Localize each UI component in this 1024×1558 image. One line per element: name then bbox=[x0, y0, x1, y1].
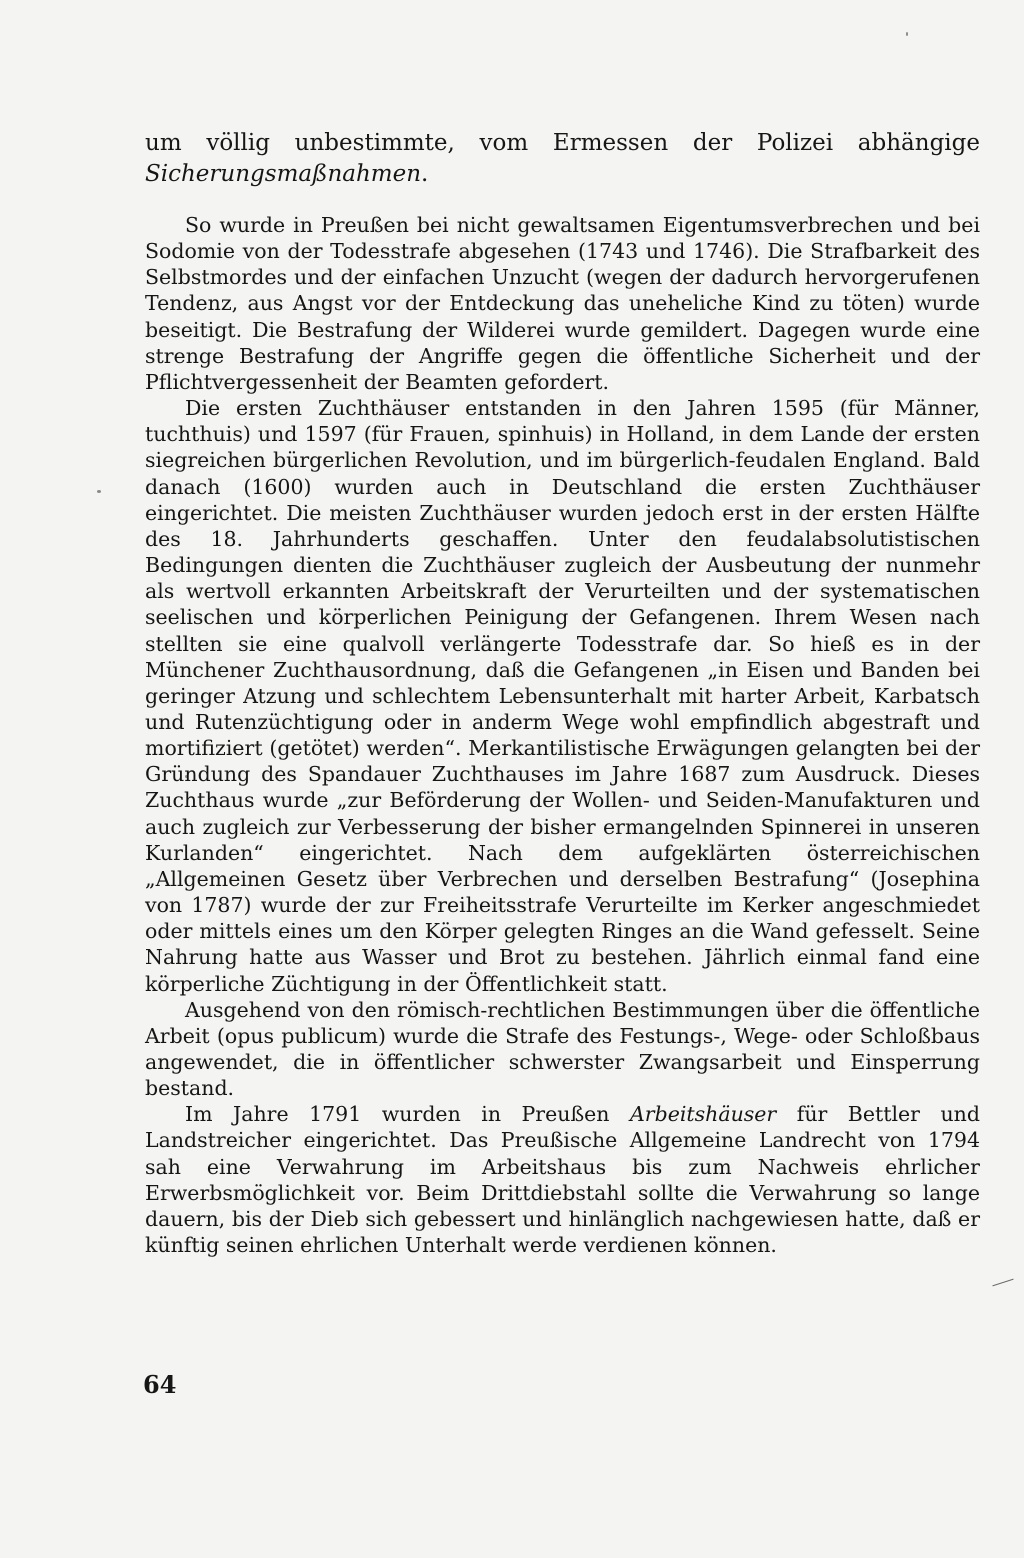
page-number: 64 bbox=[143, 1370, 177, 1399]
p1-text: So wurde in Preußen bei nicht gewaltsamen Eigentumsverbrechen und bei Sodomie von der Todesstrafe abgesehen (1743 und 1746). Die Strafbarkeit des Selbstmordes und der einfachen Unzucht (wegen der dadurch hervorgerufenen Tendenz, aus Angst vor der Entdeckung das uneheliche Kind zu töten) wurde beseitigt. Die Bestrafung der Wilderei wurde gemildert. Dagegen wurde eine strenge Bestrafung der Angriffe gegen die öffentliche Sicherheit und der Pflichtvergessenheit der Beamten gefordert. bbox=[145, 213, 980, 394]
p0-text-2: . bbox=[421, 161, 429, 187]
body-text bbox=[145, 128, 980, 1258]
p3-text: Ausgehend von den römisch-rechtlichen Bestimmungen über die öffentliche Arbeit (opus publicum) wurde die Strafe des Festungs-, Wege- oder Schloßbaus angewendet, die in öffentlicher schwerster Zwangsarbeit und Einsperrung bestand. bbox=[145, 997, 980, 1101]
scan-speck bbox=[906, 32, 908, 36]
p2-text: Die ersten Zuchthäuser entstanden in den Jahren 1595 (für Männer, tuchthuis) und 1597 (für Frauen, spinhuis) in Holland, in dem Lande der ersten siegreichen bürgerlichen Revolution, und im bürgerlich-feudalen England. Bald danach (1600) wurden auch in Deutschland die ersten Zuchthäuser eingerichtet. Die meisten Zuchthäuser wurden jedoch erst in der ersten Hälfte des 18. Jahrhunderts geschaffen. Unter den feudalabsolutistischen Bedingungen dienten die Zuchthäuser zugleich der Ausbeutung der nunmehr als wertvoll erkannten Arbeitskraft der Verurteilten und der systematischen seelischen und körperlichen Peinigung der Gefangenen. Ihrem Wesen nach stellten sie eine qualvoll verlängerte Todesstrafe dar. So hieß es in der Münchener Zuchthausordnung, daß die Gefangenen „in Eisen und Banden bei geringer Atzung und schlechtem Lebensunterhalt mit harter Arbeit, Karbatsch und Rutenzüchtigung oder in anderm Wege wohl empfindlich abgestraft und mortifiziert (getötet) werden“. Merkantilistische Erwägungen gelangten bei der Gründung des Spandauer Zuchthauses im Jahre 1687 zum Ausdruck. Dieses Zuchthaus wurde „zur Beförderung der Wollen- und Seiden-Manufakturen und auch zugleich zur Verbesserung der bisher ermangelnden Spinnerei in unseren Kurlanden“ eingerichtet. Nach dem aufgeklärten österreichischen „Allgemeinen Gesetz über Verbrechen und derselben Bestrafung“ (Josephina von 1787) wurde der zur Freiheitsstrafe Verurteilte im Kerker angeschmiedet oder mittels eines um den Körper gelegten Ringes an die Wand gefesselt. Seine Nahrung hatte aus Wasser und Brot zu bestehen. Jährlich einmal fand eine körperliche Züchtigung in der Öffentlichkeit statt. bbox=[145, 396, 980, 996]
p0-italic-term: Sicherungsmaßnahmen bbox=[145, 161, 422, 187]
p4-text-2: für Bettler und Landstreicher eingerichtet. Das Preußische Allgemeine Landrecht von 1794 sah eine Verwahrung im Arbeitshaus bis zum Nachweis ehrlicher Erwerbsmöglichkeit vor. Beim Drittdiebstahl sollte die Verwahrung so lange dauern, bis der Dieb sich gebessert und hinlänglich nachgewiesen hatte, daß er künftig seinen ehrlichen Unterhalt werde verdienen können. bbox=[145, 1102, 980, 1258]
paragraph bbox=[145, 997, 980, 1102]
margin-pencil-mark bbox=[992, 1279, 1013, 1287]
p4-text-1: Im Jahre 1791 wurden in Preußen bbox=[185, 1102, 630, 1127]
p0-text-1: um völlig unbestimmte, vom Ermessen der Polizei abhängige bbox=[145, 130, 980, 156]
paragraph bbox=[145, 1101, 980, 1258]
p4-italic-term: Arbeitshäuser bbox=[629, 1102, 777, 1127]
paragraph bbox=[145, 212, 980, 395]
paragraph-continuation bbox=[145, 128, 980, 190]
paragraph bbox=[145, 395, 980, 997]
scan-speck bbox=[97, 490, 101, 493]
